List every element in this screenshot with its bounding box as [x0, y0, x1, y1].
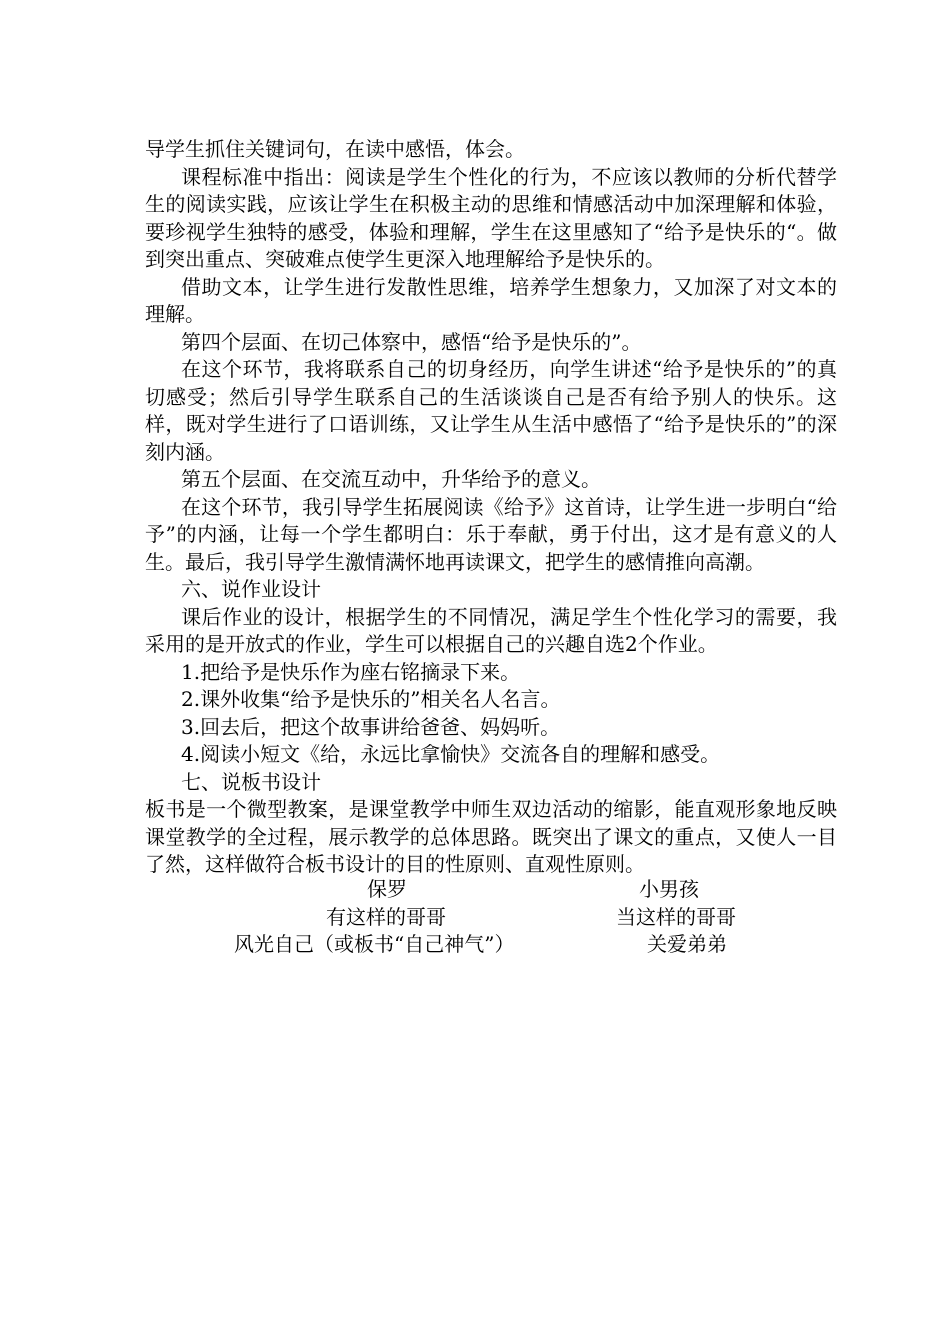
- board-row: [145, 876, 837, 904]
- homework-item-3: 3.回去后，把这个故事讲给爸爸、妈妈听。: [181, 714, 561, 739]
- paragraph-homework-design: 课后作业的设计，根据学生的不同情况，满足学生个性化学习的需要，我采用的是开放式的作业，学生可以根据自己的兴趣自选2个作业。: [145, 604, 837, 656]
- board-row: [145, 904, 837, 932]
- board-left-cell: 有这样的哥哥: [326, 904, 446, 929]
- heading-level-four: 第四个层面、在切己体察中，感悟“给予是快乐的”。: [181, 329, 642, 354]
- paragraph-intro-continuation: 导学生抓住关键词句，在读中感悟，体会。: [145, 137, 525, 161]
- paragraph-level-five-detail: 在这个环节，我引导学生拓展阅读《给予》这首诗，让学生进一步明白“给予”的内涵，让每一个学生都明白：乐于奉献，勇于付出，这才是有意义的人生。最后，我引导学生激情满怀地再读课文，把学生的感情推向高潮。: [145, 494, 837, 574]
- paragraph-level-four-detail: 在这个环节，我将联系自己的切身经历，向学生讲述“给予是快乐的”的真切感受；然后引导学生联系自己的生活谈谈自己是否有给予别人的快乐。这样，既对学生进行了口语训练，又让学生从生活中感悟了“给予是快乐的”的深刻内涵。: [145, 357, 837, 464]
- heading-homework-design: 六、说作业设计: [181, 577, 321, 601]
- paragraph-curriculum-standard: 课程标准中指出：阅读是学生个性化的行为，不应该以教师的分析代替学生的阅读实践，应该让学生在积极主动的思维和情感活动中加深理解和体验，要珍视学生独特的感受，体验和理解，学生在这里感知了“给予是快乐的“。做到突出重点、突破难点使学生更深入地理解给予是快乐的。: [145, 164, 837, 271]
- board-right-cell: 当这样的哥哥: [616, 904, 736, 929]
- board-row: [145, 931, 837, 959]
- paragraph-board-design: 板书是一个微型教案，是课堂教学中师生双边活动的缩影，能直观形象地反映课堂教学的全过程，展示教学的总体思路。既突出了课文的重点，又使人一目了然，这样做符合板书设计的目的性原则、直观性原则。: [145, 797, 837, 876]
- homework-item-1: 1.把给予是快乐作为座右铭摘录下来。: [181, 659, 521, 684]
- homework-item-4: 4.阅读小短文《给，永远比拿愉快》交流各自的理解和感受。: [181, 742, 721, 766]
- board-right-cell: 关爱弟弟: [647, 932, 727, 956]
- board-left-cell: 保罗: [367, 877, 407, 901]
- homework-item-2: 2.课外收集“给予是快乐的”相关名人名言。: [181, 687, 561, 711]
- board-left-cell: 风光自己（或板书“自己神气”）: [234, 932, 515, 956]
- blackboard-layout: [145, 876, 837, 966]
- body-text: [145, 136, 837, 879]
- heading-board-design: 七、说板书设计: [181, 769, 321, 794]
- board-right-cell: 小男孩: [639, 877, 699, 901]
- paragraph-divergent-thinking: 借助文本，让学生进行发散性思维，培养学生想象力，又加深了对文本的理解。: [145, 274, 837, 326]
- heading-level-five: 第五个层面、在交流互动中，升华给予的意义。: [181, 467, 601, 491]
